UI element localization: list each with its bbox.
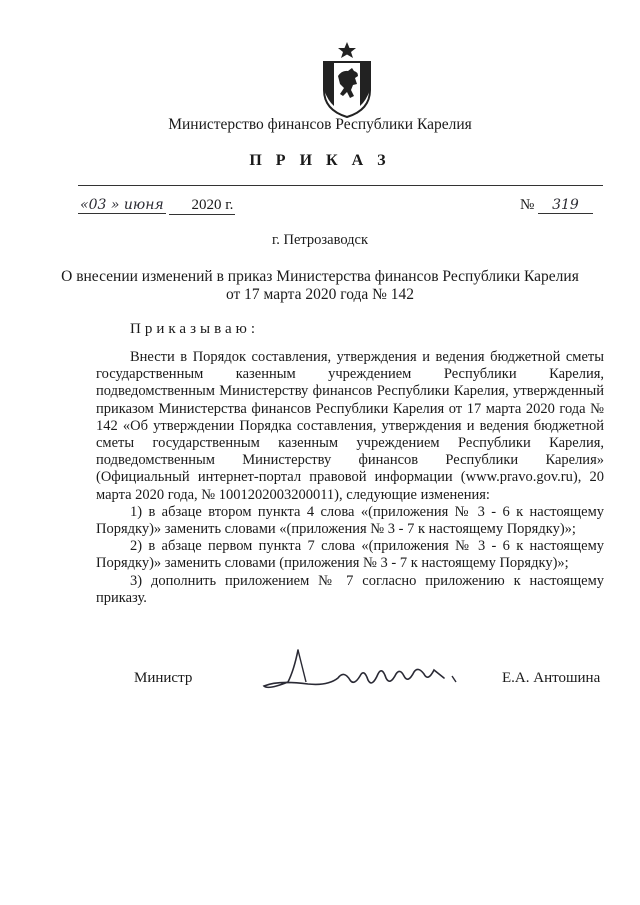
body-paragraph: 3) дополнить приложением № 7 согласно приложению к настоящему приказу.	[96, 572, 604, 606]
number-handwritten: 319	[538, 197, 593, 214]
document-type: П Р И К А З	[249, 152, 391, 169]
order-subject: О внесении изменений в приказ Министерства финансов Республики Карелия от 17 марта 2020 года № 142	[61, 268, 579, 303]
body-paragraph: 1) в абзаце втором пункта 4 слова «(приложения № 3 - 6 к настоящему Порядку)» заменить словами «(приложения № 3 - 7 к настоящему Порядку)»;	[96, 503, 604, 538]
body-paragraph: 2) в абзаце первом пункта 7 слова «(приложения № 3 - 6 к настоящему Порядку)» заменить словами (приложения № 3 - 7 к настоящему Порядку)»;	[96, 538, 604, 572]
signatory-role: Министр	[134, 670, 193, 686]
header-rule	[78, 185, 603, 186]
ministry-name: Министерство финансов Республики Карелия	[168, 116, 472, 133]
body-paragraph: Внести в Порядок составления, утверждения и ведения бюджетной сметы государственным казенным учреждением Республики Карелия, подведомственным Министерству финансов Республики Карелия, утвержденный приказом Министерства финансов Республики Карелия от 17 марта 2020 года № 142 «Об утверждении Порядка составления, утверждения и ведения бюджетной сметы государственным казенным учреждением Республики Карелия, подведомственным Министерству финансов Республики Карелия» (Официальный интернет-портал правовой информации (www.pravo.gov.ru), 20 марта 2020 года, № 1001202003200011), следующие изменения:	[96, 349, 604, 503]
signature-icon	[258, 640, 468, 700]
date-line	[78, 197, 235, 215]
date-year: 2020 г.	[169, 197, 235, 215]
city: г. Петрозаводск	[271, 232, 369, 248]
signatory-name: Е.А. Антошина	[502, 670, 601, 686]
order-number	[520, 197, 593, 214]
number-label: №	[520, 197, 535, 213]
order-word: Приказываю:	[130, 321, 259, 337]
order-body	[96, 349, 604, 607]
coat-of-arms-icon	[318, 40, 376, 118]
date-handwritten: «03 » июня	[80, 197, 164, 213]
